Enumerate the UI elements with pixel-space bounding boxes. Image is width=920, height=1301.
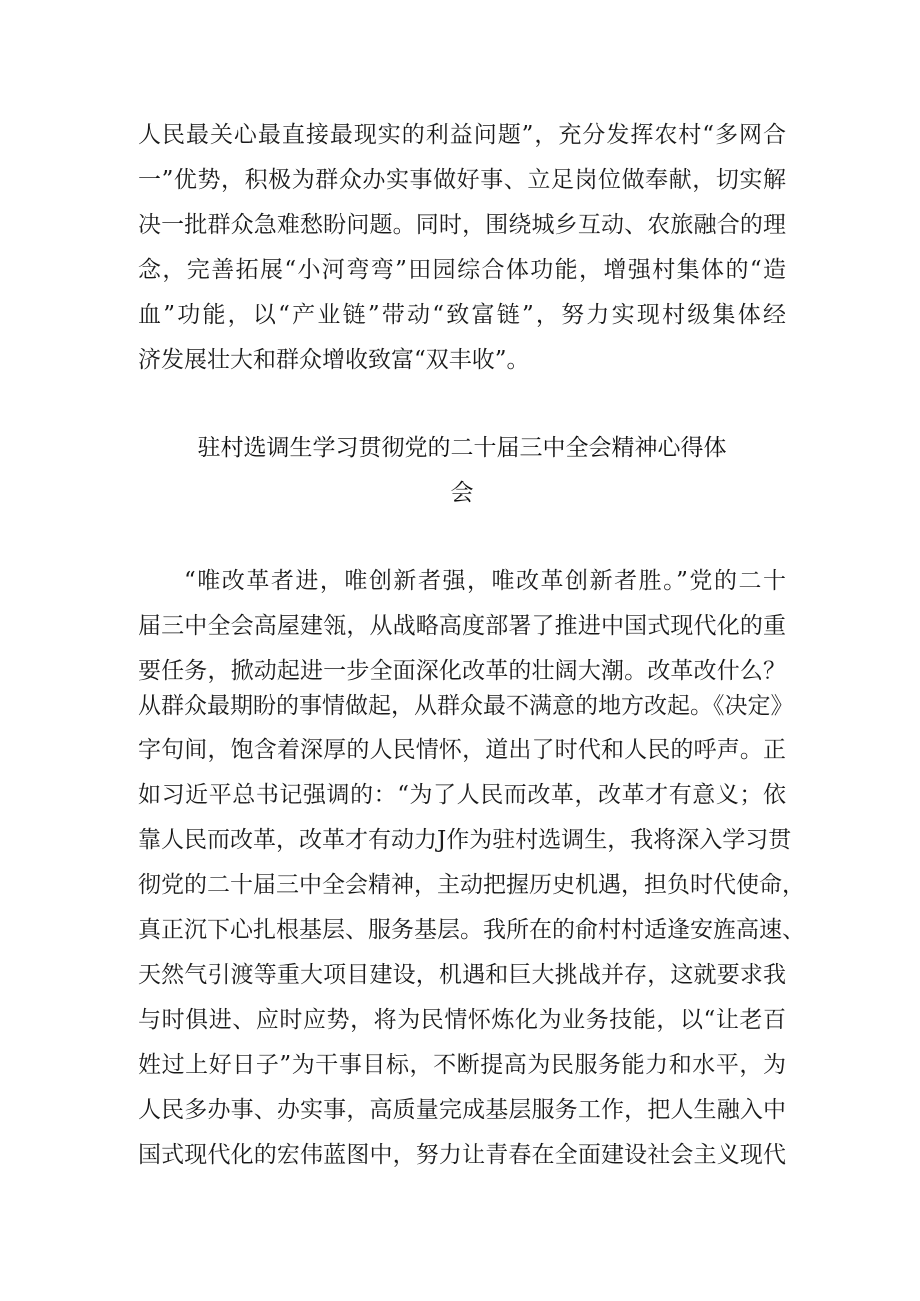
paragraph-line: 字句间，饱含着深厚的人民情怀，道出了时代和人民的呼声。正 [138, 737, 786, 763]
paragraph-line: 与时俱进、应时应势，将为民情怀炼化为业务技能，以“让老百 [138, 1007, 786, 1033]
paragraph-line: 姓过上好日子”为干事目标，不断提高为民服务能力和水平，为 [138, 1052, 786, 1078]
paragraph-line: 人民多办事、办实事，高质量完成基层服务工作，把人生融入中 [138, 1097, 786, 1123]
paragraph-line: “唯改革者进，唯创新者强，唯改革创新者胜。”党的二十 [184, 568, 786, 594]
paragraph-line: 天然气引渡等重大项目建设，机遇和巨大挑战并存，这就要求我 [138, 962, 786, 988]
section-title: 驻村选调生学习贯彻党的二十届三中全会精神心得体 [197, 435, 727, 461]
paragraph-line: 济发展壮大和群众增收致富“双丰收”。 [138, 347, 530, 373]
paragraph-line: 一”优势，积极为群众办实事做好事、立足岗位做奉献，切实解 [138, 167, 786, 193]
paragraph-line: 血”功能，以“产业链”带动“致富链”，努力实现村级集体经 [138, 302, 786, 328]
paragraph-line: 要任务，掀动起进一步全面深化改革的壮阔大潮。改革改什么？ [138, 658, 786, 684]
section-title-continuation: 会 [450, 480, 474, 506]
paragraph-line: 真正沉下心扎根基层、服务基层。我所在的俞村村适逢安旌高速、 [138, 917, 805, 943]
paragraph-line: 届三中全会高屋建瓴，从战略高度部署了推进中国式现代化的重 [138, 613, 786, 639]
paragraph-line: 靠人民而改革，改革才有动力J作为驻村选调生，我将深入学习贯 [138, 827, 792, 853]
paragraph-line: 从群众最期盼的事情做起，从群众最不满意的地方改起。《决定》 [138, 693, 794, 719]
paragraph-line: 国式现代化的宏伟蓝图中，努力让青春在全面建设社会主义现代 [138, 1142, 786, 1168]
paragraph-line: 人民最关心最直接最现实的利益问题”，充分发挥农村“多网合 [138, 122, 786, 148]
paragraph-line: 如习近平总书记强调的：“为了人民而改革，改革才有意义；依 [138, 782, 786, 808]
paragraph-line: 念，完善拓展“小河弯弯”田园综合体功能，增强村集体的“造 [138, 257, 786, 283]
paragraph-line: 彻党的二十届三中全会精神，主动把握历史机遇，担负时代使命， [138, 872, 805, 898]
paragraph-line: 决一批群众急难愁盼问题。同时，围绕城乡互动、农旅融合的理 [138, 212, 786, 238]
